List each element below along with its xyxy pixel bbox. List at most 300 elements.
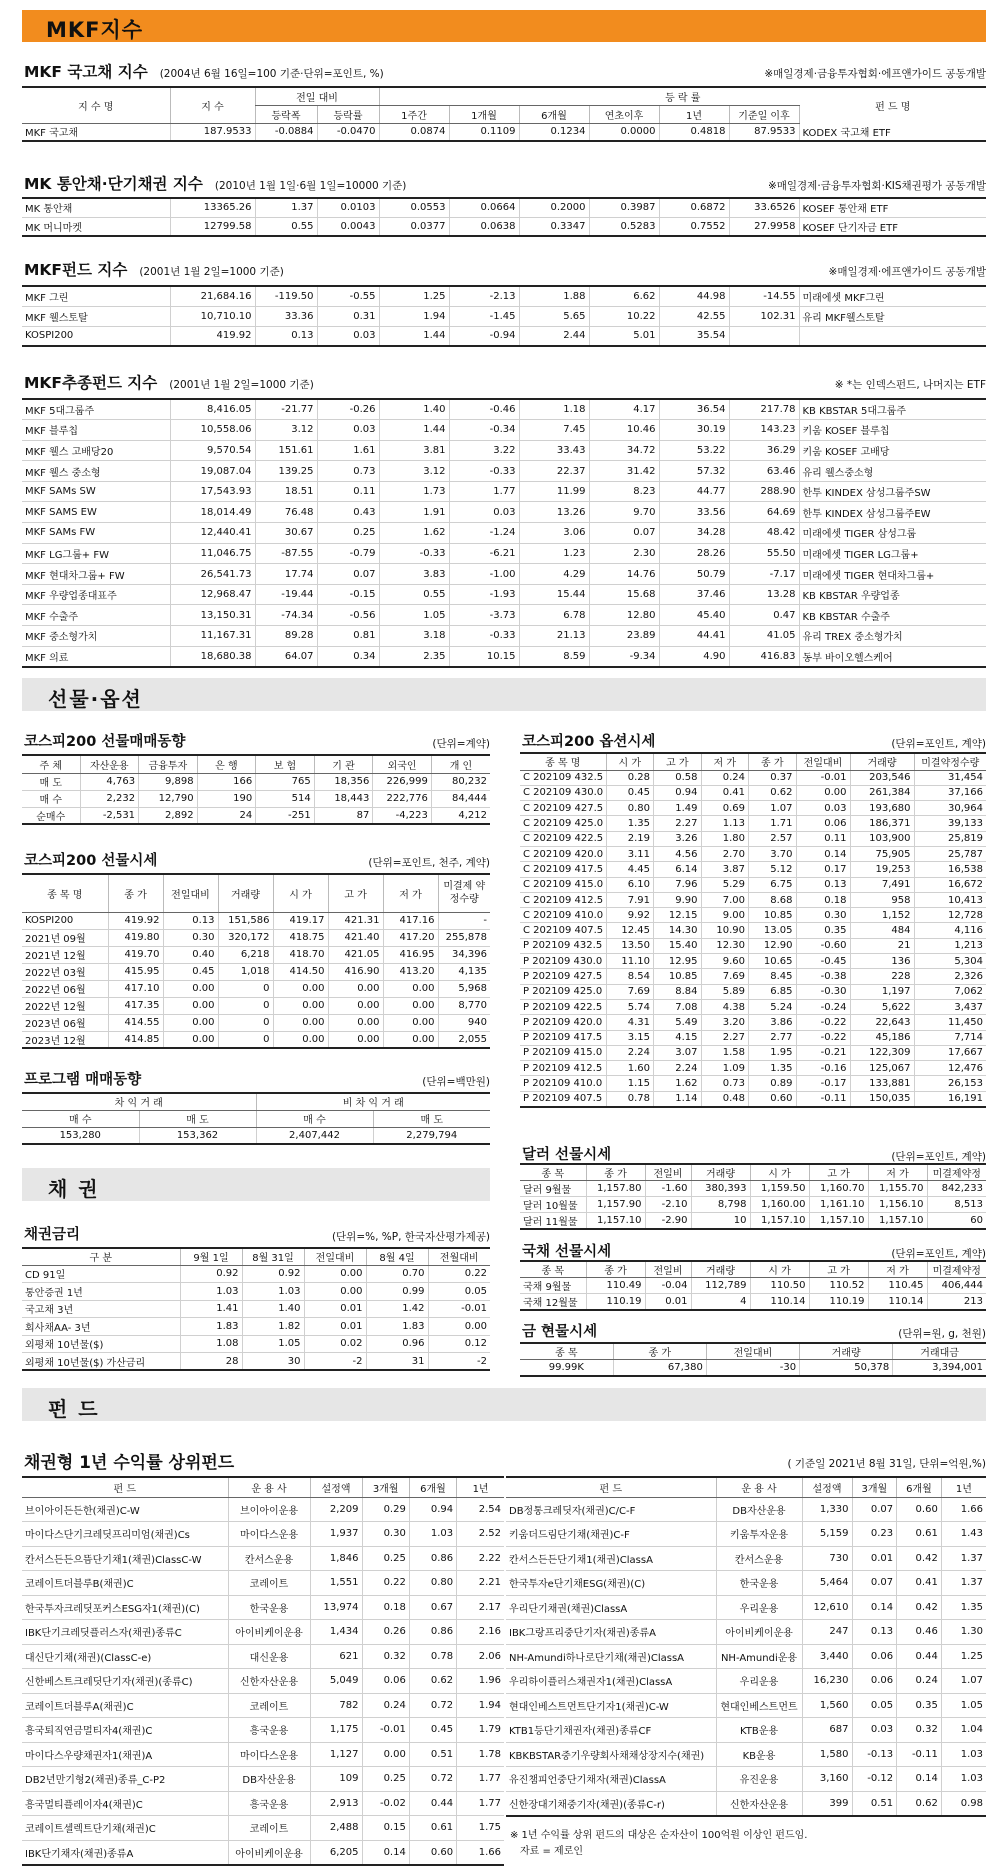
table-row — [22, 605, 986, 626]
cell-value: -19.44 — [255, 584, 317, 605]
cell-value: 10 — [691, 1213, 750, 1230]
cell-value: 37.46 — [659, 584, 729, 605]
cell-value: -2 — [304, 1353, 366, 1371]
row-label: P 202109 422.5 — [520, 999, 606, 1014]
column-header: 6개월 — [409, 1477, 456, 1497]
cell-value: 18,356 — [314, 773, 373, 790]
cell-value: 0.03 — [852, 1718, 897, 1743]
cell-value: 0.37 — [749, 770, 797, 785]
cell-value: 0.11 — [796, 831, 850, 846]
cell-value: 0.23 — [852, 1522, 897, 1547]
row-label: 신한베스트크레딧단기자(채권)(종류C) — [22, 1669, 228, 1694]
cell-value: 0.25 — [362, 1767, 409, 1792]
cell-value: 0.00 — [273, 1031, 328, 1048]
cell-value: 1.77 — [457, 1791, 504, 1816]
cell-value: 31,454 — [914, 770, 986, 785]
cell-value: 0.45 — [163, 963, 218, 980]
table-row — [520, 1278, 986, 1294]
cell-value: 765 — [256, 773, 315, 790]
table-row — [520, 877, 986, 892]
cell-value: 2,055 — [438, 1031, 490, 1048]
cell-value: 0.00 — [273, 997, 328, 1014]
cell-value: 2.24 — [654, 1061, 702, 1076]
column-header: 전일대비 — [163, 874, 218, 912]
row-label: MK 머니마켓 — [25, 222, 83, 234]
cell-value: 0.13 — [852, 1620, 897, 1645]
cell-value: 53.22 — [659, 440, 729, 461]
cell-value: 4.15 — [654, 1030, 702, 1045]
mkf-banner — [22, 10, 986, 42]
rates-unit: (단위=%, %P, 한국자산평가제공) — [331, 1231, 490, 1243]
cell-value: 18,680.38 — [170, 646, 255, 667]
cell-value: 0.05 — [428, 1283, 490, 1301]
row-label: KOSPI200 — [22, 912, 108, 929]
cell-value: 14.76 — [589, 564, 659, 585]
cell-value: 키움 KOSEF 고배당 — [799, 440, 986, 461]
cell-value: 122,309 — [850, 1045, 914, 1060]
cell-value: 0.00 — [796, 785, 850, 800]
cell-value: 18,014.49 — [170, 502, 255, 523]
cell-value: 0.1109 — [449, 123, 519, 141]
cell-value: 2.19 — [606, 831, 654, 846]
cell-value: 514 — [256, 790, 315, 807]
track-table — [22, 398, 986, 668]
cell-value: 1.62 — [379, 523, 449, 544]
cell-value: 109 — [310, 1767, 362, 1792]
cell-value: 2,279,794 — [373, 1127, 490, 1144]
cell-value: 1.37 — [255, 198, 317, 217]
cell-value: 8.59 — [519, 646, 589, 667]
th-since: 기준일 이후 — [729, 105, 799, 123]
cell-value: 0.60 — [749, 1091, 797, 1106]
cell-value: 흥국운용 — [228, 1718, 310, 1743]
fund-section-title: 펀 드 — [48, 1397, 100, 1421]
cell-value: 8,416.05 — [170, 399, 255, 420]
cell-value: 416.95 — [383, 946, 438, 963]
row-label: KBKBSTAR중기우량회사채채상장지수(채권) — [506, 1742, 716, 1767]
cell-value: 103,900 — [850, 831, 914, 846]
cell-value: 8.54 — [606, 969, 654, 984]
cell-value: 12.80 — [589, 605, 659, 626]
cell-value: 1,018 — [218, 963, 273, 980]
cell-value: 1.83 — [180, 1318, 242, 1336]
table-row — [22, 502, 986, 523]
table-row — [22, 912, 490, 929]
cell-value: 418.70 — [273, 946, 328, 963]
cell-value: 33.43 — [519, 440, 589, 461]
cell-value: 마이다스운용 — [228, 1522, 310, 1547]
cell-value: 13.05 — [749, 923, 797, 938]
cell-value: 5.24 — [749, 999, 797, 1014]
cell-value: 0.00 — [362, 1742, 409, 1767]
cell-value: 12,476 — [914, 1061, 986, 1076]
cell-value: 9,898 — [139, 773, 198, 790]
table-row — [520, 801, 986, 816]
cell-value: 16,538 — [914, 862, 986, 877]
usd-title: 달러 선물시세 — [522, 1147, 612, 1163]
row-label: 우리하이플러스채권자1(채권)ClassA — [506, 1669, 716, 1694]
rates-table-wrap — [22, 1247, 490, 1371]
column-header: 펀 드 — [22, 1477, 228, 1497]
th-chg: 전일 대비 — [255, 87, 379, 105]
cell-value: 110.50 — [750, 1278, 809, 1294]
table-row — [520, 892, 986, 907]
column-header: 외국인 — [373, 755, 432, 773]
cell-value: 842,233 — [927, 1181, 986, 1197]
cell-value: -0.01 — [428, 1300, 490, 1318]
cell-value: 5,049 — [310, 1669, 362, 1694]
cell-value: 421.31 — [328, 912, 383, 929]
cell-value: 31.42 — [589, 461, 659, 482]
bond-section-title: 채 권 — [48, 1177, 100, 1201]
cell-value: -0.16 — [796, 1061, 850, 1076]
column-header: 거래량 — [850, 753, 914, 770]
cell-value: 0 — [218, 1014, 273, 1031]
cell-value: 12.45 — [606, 923, 654, 938]
table-row — [520, 1213, 986, 1230]
cell-value: 1.05 — [941, 1693, 986, 1718]
row-label: MKF SAMs SW — [22, 481, 170, 502]
cell-value: 0.26 — [362, 1620, 409, 1645]
table-row — [22, 1300, 490, 1318]
cell-value: -0.22 — [796, 1030, 850, 1045]
rates-table — [22, 1247, 490, 1371]
kopt-table — [520, 752, 986, 1108]
cell-value: 288.90 — [729, 481, 799, 502]
cell-value: 0.00 — [428, 1318, 490, 1336]
cell-value: 0.03 — [449, 502, 519, 523]
cell-value: 1.82 — [242, 1318, 304, 1336]
topfund-left-wrap — [22, 1476, 504, 1866]
cell-value: -3.73 — [449, 605, 519, 626]
column-header: 펀 드 — [506, 1477, 716, 1497]
row-label: 달러 10월물 — [520, 1197, 586, 1213]
cell-value: 0.01 — [852, 1546, 897, 1571]
table-row — [22, 399, 986, 420]
cell-value: 0.0043 — [317, 217, 379, 236]
column-header: 8월 31일 — [242, 1248, 304, 1265]
cell-value: 15.44 — [519, 584, 589, 605]
cell-value: 1,560 — [802, 1693, 852, 1718]
cell-value: -0.33 — [379, 543, 449, 564]
cell-value: 0.12 — [428, 1335, 490, 1353]
cell-value: 0.0103 — [317, 198, 379, 217]
cell-value: 0.48 — [701, 1091, 749, 1106]
cell-value: 1,157.10 — [750, 1213, 809, 1230]
cell-value: 7.00 — [701, 892, 749, 907]
column-header: 전일대비 — [304, 1248, 366, 1265]
th-ytd: 연초이후 — [589, 105, 659, 123]
column-header: 시 가 — [606, 753, 654, 770]
cell-value: 12.90 — [749, 938, 797, 953]
table-row — [22, 1522, 504, 1547]
cell-value: 12.30 — [701, 938, 749, 953]
column-header: 3개월 — [362, 1477, 409, 1497]
cell-value: 190 — [197, 790, 256, 807]
cell-value: 1.37 — [941, 1546, 986, 1571]
cell-value: 13.26 — [519, 502, 589, 523]
row-label: CD 91일 — [22, 1265, 180, 1283]
cell-value: 0.15 — [362, 1816, 409, 1841]
cell-value: -1.24 — [449, 523, 519, 544]
kopt-title: 코스피200 옵션시세 — [522, 734, 656, 750]
cell-value: 0.13 — [163, 912, 218, 929]
cell-value: 신한자산운용 — [716, 1791, 802, 1816]
cell-value: 0.0874 — [379, 123, 449, 141]
cell-value: 1.07 — [749, 801, 797, 816]
cell-value: 1.40 — [242, 1300, 304, 1318]
cell-value: 10,558.06 — [170, 420, 255, 441]
cell-value: 4.31 — [606, 1015, 654, 1030]
cell-value: 0.99 — [366, 1283, 428, 1301]
cell-value: 0.34 — [317, 646, 379, 667]
row-label: P 202109 427.5 — [520, 969, 606, 984]
cell-value: 1.05 — [379, 605, 449, 626]
cell-value: 44.41 — [659, 626, 729, 647]
table-row — [22, 306, 986, 326]
row-label: 현대인베스트먼트단기자1(채권)C-W — [506, 1693, 716, 1718]
cell-value: 1,159.50 — [750, 1181, 809, 1197]
cell-value: 228 — [850, 969, 914, 984]
row-label: MKF 우량업종대표주 — [22, 584, 170, 605]
table-row — [520, 862, 986, 877]
cell-value: 84,444 — [431, 790, 490, 807]
table-row — [520, 846, 986, 861]
column-header: 시 가 — [750, 1261, 809, 1278]
cell-value: 흥국운용 — [228, 1791, 310, 1816]
cell-value: 1.25 — [941, 1644, 986, 1669]
cell-value: 11,450 — [914, 1015, 986, 1030]
cell-value: 414.50 — [273, 963, 328, 980]
row-label: 신한장대기채중기자(채권)(종류C-r) — [509, 1799, 665, 1811]
cell-value: 1.09 — [701, 1061, 749, 1076]
column-header: 자산운용 — [80, 755, 139, 773]
ktb-unit: (단위=포인트, 계약) — [891, 1248, 986, 1260]
cell-value: 1.88 — [519, 286, 589, 306]
cell-value: 3,394,001 — [893, 1360, 986, 1376]
cell-value: 421.05 — [328, 946, 383, 963]
invest-title: 코스피200 선물매매동향 — [24, 734, 186, 750]
column-header: 기 관 — [314, 755, 373, 773]
cell-value: 12.95 — [654, 954, 702, 969]
column-header: 미결제 약정수량 — [438, 874, 490, 912]
cell-value: -0.34 — [449, 420, 519, 441]
gov-note: ※매일경제·금융투자협회·에프앤가이드 공동개발 — [764, 68, 986, 80]
table-row — [506, 1693, 986, 1718]
table-row — [520, 770, 986, 785]
cell-value: 33.6526 — [729, 198, 799, 217]
row-label: C 202109 425.0 — [520, 816, 606, 831]
column-header: 종 목 명 — [520, 753, 606, 770]
table-row — [22, 564, 986, 585]
row-label: 국채 9월물 — [520, 1278, 586, 1294]
cell-value: -1.60 — [645, 1181, 691, 1197]
cell-value: 55.50 — [729, 543, 799, 564]
table-row — [520, 1091, 986, 1106]
cell-value: 0.00 — [273, 1014, 328, 1031]
table-row — [22, 481, 986, 502]
cell-value: 0.41 — [897, 1571, 942, 1596]
cell-value: 0.98 — [941, 1791, 986, 1816]
row-label: 한국투자e단기채ESG(채권)(C) — [506, 1571, 716, 1596]
row-label: 순매수 — [36, 811, 66, 823]
cell-value: 3.07 — [654, 1045, 702, 1060]
cell-value: 89.28 — [255, 626, 317, 647]
cell-value: 6.75 — [749, 877, 797, 892]
row-label: 매 수 — [22, 790, 80, 807]
cell-value: 5,304 — [914, 954, 986, 969]
cell-value: 2.22 — [457, 1546, 504, 1571]
cell-value: 2,209 — [310, 1497, 362, 1522]
cell-value: 36.29 — [729, 440, 799, 461]
cell-value: 782 — [310, 1693, 362, 1718]
cell-value: 6.62 — [589, 286, 659, 306]
cell-value: 7.69 — [701, 969, 749, 984]
cell-value: 8.68 — [749, 892, 797, 907]
row-label: P 202109 412.5 — [520, 1061, 606, 1076]
cell-value: 0.24 — [897, 1669, 942, 1694]
cell-value: 193,680 — [850, 801, 914, 816]
table-row — [22, 1644, 504, 1669]
row-label: MKF 5대그룹주 — [22, 399, 170, 420]
cell-value: 미래에셋 TIGER LG그룹+ — [799, 543, 986, 564]
column-header: 금융투자 — [139, 755, 198, 773]
cell-value: 1.77 — [457, 1767, 504, 1792]
cell-value: 35.54 — [659, 326, 729, 346]
cell-value: 0.61 — [409, 1816, 456, 1841]
cell-value: 8.45 — [749, 969, 797, 984]
cell-value: 1.18 — [519, 399, 589, 420]
kfut-table-wrap — [22, 873, 490, 1049]
cell-value: 대신운용 — [228, 1644, 310, 1669]
cell-value: 7.91 — [606, 892, 654, 907]
cell-value: 30,964 — [914, 801, 986, 816]
cell-value: 3.06 — [519, 523, 589, 544]
table-row — [520, 938, 986, 953]
cell-value: 2.16 — [457, 1620, 504, 1645]
cell-value: 5.29 — [701, 877, 749, 892]
cell-value: -0.11 — [897, 1742, 942, 1767]
cell-value: 4.56 — [654, 846, 702, 861]
ktb-table — [520, 1260, 986, 1311]
cell-value: 0.00 — [273, 980, 328, 997]
row-label: 회사채AA- 3년 — [22, 1318, 180, 1336]
row-label: P 202109 420.0 — [520, 1015, 606, 1030]
cell-value: 0.73 — [317, 461, 379, 482]
cell-value: 45,186 — [850, 1030, 914, 1045]
cell-value: 1,157.10 — [868, 1213, 927, 1230]
cell-value: 213 — [927, 1294, 986, 1311]
cell-value: 21 — [850, 938, 914, 953]
kopt-unit: (단위=포인트, 계약) — [891, 738, 986, 750]
fund-note: ※매일경제·에프앤가이드 공동개발 — [828, 266, 986, 278]
cell-value: 1,156.10 — [868, 1197, 927, 1213]
column-header: 종 목 — [520, 1343, 613, 1360]
cell-value: 414.55 — [108, 1014, 163, 1031]
table-row — [506, 1571, 986, 1596]
cell-value: 0.00 — [383, 997, 438, 1014]
table-row — [520, 969, 986, 984]
cell-value: -2.13 — [449, 286, 519, 306]
cell-value: -7.17 — [729, 564, 799, 585]
cell-value: 1.08 — [180, 1335, 242, 1353]
cell-value: 418.75 — [273, 929, 328, 946]
cell-value: 10.15 — [449, 646, 519, 667]
cell-value: 217.78 — [729, 399, 799, 420]
cell-value: 10.22 — [589, 306, 659, 326]
fund-sub: (2001년 1월 2일=1000 기준) — [139, 266, 284, 278]
prog-h-nonarb: 비 차 익 거 래 — [256, 1093, 490, 1110]
cell-value: 5,622 — [850, 999, 914, 1014]
row-label: P 202109 417.5 — [520, 1030, 606, 1045]
row-label: IBK그랑프리중단기자(채권)종류A — [506, 1620, 716, 1645]
cell-value: 64.07 — [255, 646, 317, 667]
cell-value: DB자산운용 — [716, 1497, 802, 1522]
cell-value: 63.46 — [729, 461, 799, 482]
cell-value: 8.23 — [589, 481, 659, 502]
cell-value: 5,968 — [438, 980, 490, 997]
cell-value: 10,710.10 — [170, 306, 255, 326]
cell-value: 0.70 — [366, 1265, 428, 1283]
table-row — [520, 1360, 986, 1376]
cell-value: 3.86 — [749, 1015, 797, 1030]
cell-value: 0.58 — [654, 770, 702, 785]
cell-value: 한국운용 — [716, 1571, 802, 1596]
cell-value: 0.0000 — [589, 123, 659, 141]
cell-value: 44.77 — [659, 481, 729, 502]
column-header: 매 도 — [373, 1110, 490, 1127]
cell-value: NH-Amundi운용 — [716, 1644, 802, 1669]
column-header: 거래량 — [691, 1261, 750, 1278]
cell-value: 151,586 — [218, 912, 273, 929]
cell-value: 0.45 — [606, 785, 654, 800]
cell-value: -1.93 — [449, 584, 519, 605]
cell-value: -74.34 — [255, 605, 317, 626]
row-label: 코레이트더블루B(채권)C — [22, 1571, 228, 1596]
row-label: 키움더드림단기채(채권)C-F — [506, 1522, 716, 1547]
cell-value: 3.18 — [379, 626, 449, 647]
cell-value: 958 — [850, 892, 914, 907]
cell-value: 417.10 — [108, 980, 163, 997]
cell-value: 15.68 — [589, 584, 659, 605]
cell-value: -2.90 — [645, 1213, 691, 1230]
cell-value: 0.01 — [645, 1294, 691, 1311]
cell-value: 17,543.93 — [170, 481, 255, 502]
cell-value: 10,413 — [914, 892, 986, 907]
cell-value: -0.13 — [852, 1742, 897, 1767]
cell-value: 33.56 — [659, 502, 729, 523]
cell-value: 76.48 — [255, 502, 317, 523]
table-row — [22, 1335, 490, 1353]
column-header: 시 가 — [750, 1164, 809, 1181]
row-label: P 202109 432.5 — [520, 938, 606, 953]
cell-value: 1.91 — [379, 502, 449, 523]
cell-value: 0.72 — [409, 1767, 456, 1792]
table-row — [22, 543, 986, 564]
cell-value: 1,434 — [310, 1620, 362, 1645]
cell-value: -0.01 — [362, 1718, 409, 1743]
cell-value: 45.40 — [659, 605, 729, 626]
table-row — [506, 1522, 986, 1547]
cell-value: 13,150.31 — [170, 605, 255, 626]
cell-value: 0.62 — [897, 1791, 942, 1816]
cell-value: 3,437 — [914, 999, 986, 1014]
cell-value: 0.45 — [409, 1718, 456, 1743]
cell-value: 1,157.90 — [586, 1197, 645, 1213]
cell-value: KTB운용 — [716, 1718, 802, 1743]
column-header: 매 수 — [256, 1110, 373, 1127]
cell-value: 1.03 — [409, 1522, 456, 1547]
